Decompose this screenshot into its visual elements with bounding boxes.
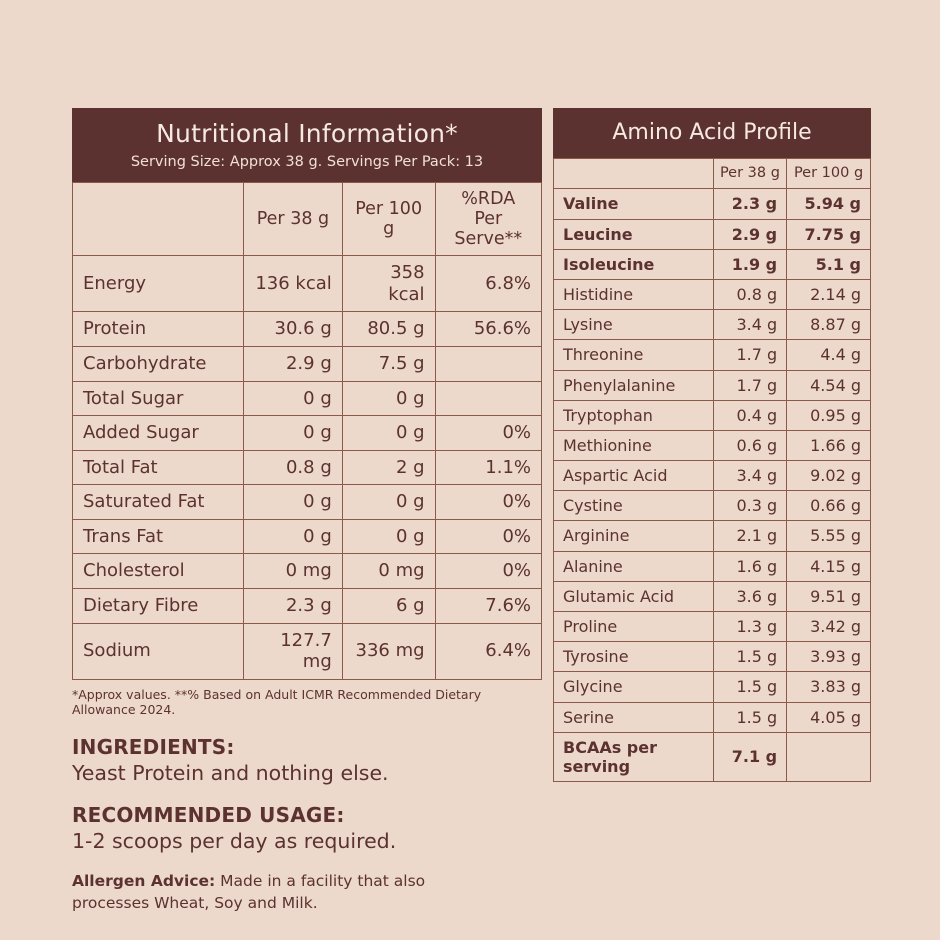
amino-per-38g: 2.1 g <box>713 521 786 551</box>
amino-per-38g: 1.3 g <box>713 612 786 642</box>
amino-per-38g: 0.8 g <box>713 279 786 309</box>
ingredients-text: Yeast Protein and nothing else. <box>72 760 389 785</box>
table-row <box>73 589 542 624</box>
nutrient-per-38g: 2.9 g <box>244 346 343 381</box>
amino-per-38g: 3.6 g <box>713 581 786 611</box>
table-row <box>554 370 871 400</box>
amino-per-38g: 7.1 g <box>713 732 786 781</box>
amino-per-100g: 4.05 g <box>787 702 871 732</box>
amino-column-header-per-100g: Per 100 g <box>787 159 871 189</box>
amino-per-100g <box>787 732 871 781</box>
amino-per-100g: 8.87 g <box>787 310 871 340</box>
table-row <box>554 491 871 521</box>
table-row <box>554 310 871 340</box>
amino-table-head <box>554 159 871 189</box>
nutrient-label: Energy <box>73 256 244 312</box>
nutrient-per-38g: 30.6 g <box>244 312 343 347</box>
amino-per-38g: 1.9 g <box>713 249 786 279</box>
nutrient-label: Saturated Fat <box>73 485 244 520</box>
amino-name: Arginine <box>554 521 714 551</box>
table-row <box>554 702 871 732</box>
nutrient-per-100g: 0 g <box>342 519 435 554</box>
amino-table-body <box>554 189 871 782</box>
nutrient-per-38g: 0.8 g <box>244 450 343 485</box>
nutrient-label: Dietary Fibre <box>73 589 244 624</box>
ingredients-heading: INGREDIENTS: <box>72 734 235 759</box>
amino-per-38g: 1.6 g <box>713 551 786 581</box>
amino-name: Glycine <box>554 672 714 702</box>
table-row <box>554 219 871 249</box>
amino-per-38g: 0.6 g <box>713 430 786 460</box>
nutrient-label: Total Fat <box>73 450 244 485</box>
nutrition-table <box>72 182 542 680</box>
amino-name: Proline <box>554 612 714 642</box>
nutrition-footnote: *Approx values. **% Based on Adult ICMR Recommended Dietary Allowance 2024. <box>72 686 482 717</box>
amino-per-100g: 9.51 g <box>787 581 871 611</box>
nutrient-per-100g: 2 g <box>342 450 435 485</box>
amino-per-100g: 4.54 g <box>787 370 871 400</box>
amino-per-100g: 7.75 g <box>787 219 871 249</box>
nutrient-rda: 6.8% <box>435 256 541 312</box>
table-row <box>73 554 542 589</box>
table-row <box>73 256 542 312</box>
table-row <box>554 612 871 642</box>
table-row <box>554 249 871 279</box>
nutrition-subtitle: Serving Size: Approx 38 g. Servings Per Pack: 13 <box>130 153 484 170</box>
amino-name: Serine <box>554 702 714 732</box>
nutrient-rda: 0% <box>435 416 541 451</box>
amino-per-100g: 9.02 g <box>787 461 871 491</box>
nutrient-per-38g: 0 g <box>244 416 343 451</box>
nutrient-per-38g: 2.3 g <box>244 589 343 624</box>
amino-column-header-blank <box>554 159 714 189</box>
column-header-blank <box>73 182 244 255</box>
nutrient-per-100g: 6 g <box>342 589 435 624</box>
amino-per-38g: 3.4 g <box>713 310 786 340</box>
table-header-row <box>73 182 542 255</box>
table-row <box>73 346 542 381</box>
nutritional-information-panel <box>72 108 542 914</box>
table-row <box>554 430 871 460</box>
amino-per-100g: 1.66 g <box>787 430 871 460</box>
table-row <box>554 279 871 309</box>
amino-per-100g: 0.66 g <box>787 491 871 521</box>
nutrient-per-38g: 136 kcal <box>244 256 343 312</box>
nutrient-per-38g: 127.7 mg <box>244 623 343 679</box>
amino-per-100g: 5.55 g <box>787 521 871 551</box>
amino-per-38g: 0.3 g <box>713 491 786 521</box>
table-row <box>554 732 871 781</box>
nutrient-rda <box>435 381 541 416</box>
amino-per-38g: 1.7 g <box>713 340 786 370</box>
column-header-per-38g: Per 38 g <box>244 182 343 255</box>
usage-text: 1-2 scoops per day as required. <box>72 828 397 853</box>
amino-per-38g: 0.4 g <box>713 400 786 430</box>
amino-per-100g: 2.14 g <box>787 279 871 309</box>
nutrient-rda: 56.6% <box>435 312 541 347</box>
nutrient-per-38g: 0 g <box>244 519 343 554</box>
amino-name: Tyrosine <box>554 642 714 672</box>
amino-per-100g: 0.95 g <box>787 400 871 430</box>
nutrient-per-100g: 358 kcal <box>342 256 435 312</box>
amino-name: Methionine <box>554 430 714 460</box>
nutrition-header <box>72 108 542 182</box>
amino-name: Threonine <box>554 340 714 370</box>
table-row <box>554 551 871 581</box>
nutrient-label: Sodium <box>73 623 244 679</box>
nutrient-label: Added Sugar <box>73 416 244 451</box>
nutrient-per-100g: 0 g <box>342 485 435 520</box>
column-header-per-100g: Per 100 g <box>342 182 435 255</box>
amino-per-100g: 3.93 g <box>787 642 871 672</box>
amino-title: Amino Acid Profile <box>612 120 812 145</box>
table-header-row <box>554 159 871 189</box>
amino-name: Aspartic Acid <box>554 461 714 491</box>
amino-column-header-per-38g: Per 38 g <box>713 159 786 189</box>
nutrient-label: Total Sugar <box>73 381 244 416</box>
usage-heading: RECOMMENDED USAGE: <box>72 802 345 827</box>
table-row <box>554 189 871 219</box>
amino-per-38g: 1.5 g <box>713 702 786 732</box>
column-header-rda: %RDA Per Serve** <box>435 182 541 255</box>
amino-name: Cystine <box>554 491 714 521</box>
table-row <box>554 340 871 370</box>
table-row <box>554 581 871 611</box>
amino-name: Valine <box>554 189 714 219</box>
nutrition-title: Nutritional Information* <box>156 119 458 148</box>
nutrient-per-100g: 0 g <box>342 381 435 416</box>
amino-name: Leucine <box>554 219 714 249</box>
table-row <box>554 461 871 491</box>
amino-name: Isoleucine <box>554 249 714 279</box>
amino-name: Phenylalanine <box>554 370 714 400</box>
table-row <box>554 642 871 672</box>
amino-per-100g: 5.94 g <box>787 189 871 219</box>
nutrient-per-38g: 0 g <box>244 381 343 416</box>
nutrient-per-38g: 0 g <box>244 485 343 520</box>
nutrition-table-head <box>73 182 542 255</box>
nutrient-per-100g: 0 mg <box>342 554 435 589</box>
table-row <box>73 623 542 679</box>
amino-per-38g: 3.4 g <box>713 461 786 491</box>
amino-per-100g: 4.4 g <box>787 340 871 370</box>
nutrient-rda: 7.6% <box>435 589 541 624</box>
amino-name: BCAAs per serving <box>554 732 714 781</box>
amino-per-100g: 4.15 g <box>787 551 871 581</box>
table-row <box>554 521 871 551</box>
nutrient-label: Trans Fat <box>73 519 244 554</box>
amino-per-38g: 1.7 g <box>713 370 786 400</box>
table-row <box>73 519 542 554</box>
nutrient-rda: 0% <box>435 519 541 554</box>
nutrient-rda: 0% <box>435 485 541 520</box>
amino-per-38g: 1.5 g <box>713 672 786 702</box>
table-row <box>554 672 871 702</box>
table-row <box>554 400 871 430</box>
allergen-text: Made in a facility that also processes Wheat, Soy and Milk. <box>72 871 426 912</box>
nutrient-label: Cholesterol <box>73 554 244 589</box>
nutrient-rda <box>435 346 541 381</box>
amino-per-100g: 5.1 g <box>787 249 871 279</box>
nutrient-rda: 1.1% <box>435 450 541 485</box>
nutrient-per-100g: 336 mg <box>342 623 435 679</box>
amino-name: Tryptophan <box>554 400 714 430</box>
nutrient-per-100g: 0 g <box>342 416 435 451</box>
table-row <box>73 450 542 485</box>
table-row <box>73 416 542 451</box>
nutrient-per-100g: 7.5 g <box>342 346 435 381</box>
amino-name: Glutamic Acid <box>554 581 714 611</box>
amino-per-100g: 3.42 g <box>787 612 871 642</box>
amino-acid-panel <box>553 108 871 782</box>
nutrient-per-100g: 80.5 g <box>342 312 435 347</box>
amino-name: Alanine <box>554 551 714 581</box>
nutrition-table-body <box>73 256 542 680</box>
nutrient-rda: 6.4% <box>435 623 541 679</box>
amino-name: Lysine <box>554 310 714 340</box>
amino-per-100g: 3.83 g <box>787 672 871 702</box>
amino-per-38g: 2.9 g <box>713 219 786 249</box>
amino-name: Histidine <box>554 279 714 309</box>
amino-table <box>553 158 871 782</box>
amino-header <box>553 108 871 158</box>
table-row <box>73 312 542 347</box>
allergen-advice <box>72 871 472 914</box>
nutrient-label: Protein <box>73 312 244 347</box>
table-row <box>73 485 542 520</box>
allergen-label: Allergen Advice: <box>72 871 216 890</box>
nutrient-rda: 0% <box>435 554 541 589</box>
amino-per-38g: 1.5 g <box>713 642 786 672</box>
nutrient-per-38g: 0 mg <box>244 554 343 589</box>
amino-per-38g: 2.3 g <box>713 189 786 219</box>
nutrient-label: Carbohydrate <box>73 346 244 381</box>
table-row <box>73 381 542 416</box>
